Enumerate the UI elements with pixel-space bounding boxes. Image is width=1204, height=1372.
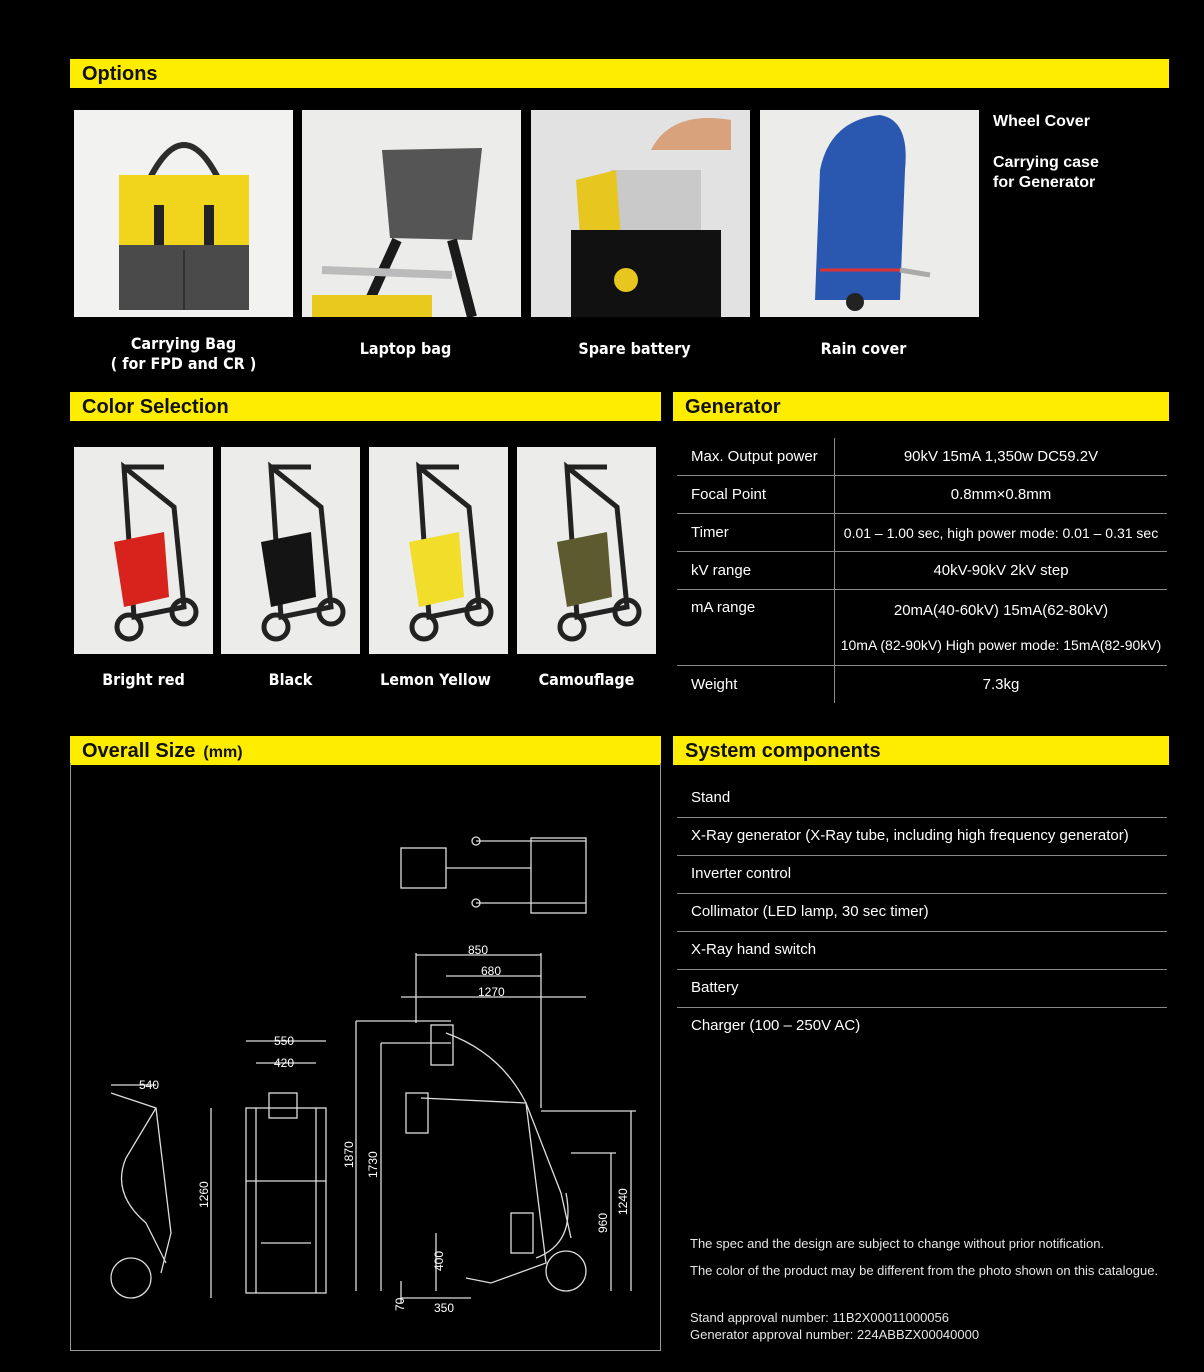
dim-540: 540 xyxy=(139,1078,160,1092)
carrying-case-note: Carrying case for Generator xyxy=(993,154,1099,191)
generator-spec-table xyxy=(677,438,1167,703)
stand-approval: Stand approval number: 11B2X00011000056 xyxy=(690,1310,949,1325)
dim-350: 350 xyxy=(434,1301,455,1315)
dim-1240: 1240 xyxy=(616,1188,630,1215)
carrying-bag-photo xyxy=(74,110,293,317)
color-selection-header: Color Selection xyxy=(70,392,661,421)
generator-header: Generator xyxy=(673,392,1169,421)
table-row: Focal Point 0.8mm×0.8mm xyxy=(677,476,1167,514)
options-header: Options xyxy=(70,59,1169,88)
table-row: mA range 20mA(40-60kV) 15mA(62-80kV) 10mA (82-90kV) High power mode: 15mA(82-90kV) xyxy=(677,590,1167,666)
dim-1870: 1870 xyxy=(342,1141,356,1168)
wheel-cover-note: Wheel Cover xyxy=(993,113,1090,130)
color-label-camouflage: Camouflage xyxy=(538,670,635,689)
system-components-list xyxy=(677,780,1167,1045)
list-item: Battery xyxy=(677,970,1167,1008)
color-swatch-camouflage xyxy=(517,447,656,654)
dim-420: 420 xyxy=(274,1056,295,1070)
dim-850: 850 xyxy=(468,943,489,957)
color-swatch-black xyxy=(221,447,360,654)
color-label-red: Bright red xyxy=(102,670,185,689)
color-swatch-yellow xyxy=(369,447,508,654)
dim-400: 400 xyxy=(432,1250,446,1271)
color-label-yellow: Lemon Yellow xyxy=(380,670,491,689)
table-row: kV range 40kV-90kV 2kV step xyxy=(677,552,1167,590)
cart-bag-camouflage xyxy=(557,532,612,607)
rain-cover-photo xyxy=(760,110,979,317)
list-item: Inverter control xyxy=(677,856,1167,894)
system-components-header: System components xyxy=(673,736,1169,765)
dim-70: 70 xyxy=(393,1297,407,1311)
rain-cover-label: Rain cover xyxy=(820,339,907,358)
spare-battery-label: Spare battery xyxy=(578,339,691,358)
cart-bag-yellow xyxy=(409,532,464,607)
spare-battery-photo xyxy=(531,110,750,317)
dimension-drawing xyxy=(70,763,661,1351)
list-item: Collimator (LED lamp, 30 sec timer) xyxy=(677,894,1167,932)
color-swatch-red xyxy=(74,447,213,654)
dim-960: 960 xyxy=(596,1212,610,1233)
list-item: Charger (100 – 250V AC) xyxy=(691,1017,861,1034)
dim-1270: 1270 xyxy=(478,985,505,999)
dim-1260: 1260 xyxy=(197,1181,211,1208)
list-item: X-Ray generator (X-Ray tube, including high frequency generator) xyxy=(677,818,1167,856)
table-row: Weight 7.3kg xyxy=(677,666,1167,704)
cart-bag-black xyxy=(261,532,316,607)
laptop-bag-label: Laptop bag xyxy=(359,339,452,358)
overall-size-header: Overall Size (mm) xyxy=(70,736,661,765)
table-row: Max. Output power 90kV 15mA 1,350w DC59.2V xyxy=(677,438,1167,476)
table-row: Timer 0.01 – 1.00 sec, high power mode: 0.01 – 0.31 sec xyxy=(677,514,1167,552)
list-item: Stand xyxy=(677,780,1167,818)
dim-680: 680 xyxy=(481,964,502,978)
list-item: X-Ray hand switch xyxy=(677,932,1167,970)
cart-bag-red xyxy=(114,532,169,607)
laptop-bag-photo xyxy=(302,110,521,317)
generator-approval: Generator approval number: 224ABBZX00040000 xyxy=(690,1327,980,1342)
dim-550: 550 xyxy=(274,1034,295,1048)
color-note: The color of the product may be different from the photo shown on this catalogue. xyxy=(690,1263,1159,1278)
carrying-bag-label: Carrying Bag ( for FPD and CR ) xyxy=(110,334,257,373)
dim-1730: 1730 xyxy=(366,1151,380,1178)
color-label-black: Black xyxy=(268,670,313,689)
spec-change-note: The spec and the design are subject to change without prior notification. xyxy=(690,1236,1105,1251)
